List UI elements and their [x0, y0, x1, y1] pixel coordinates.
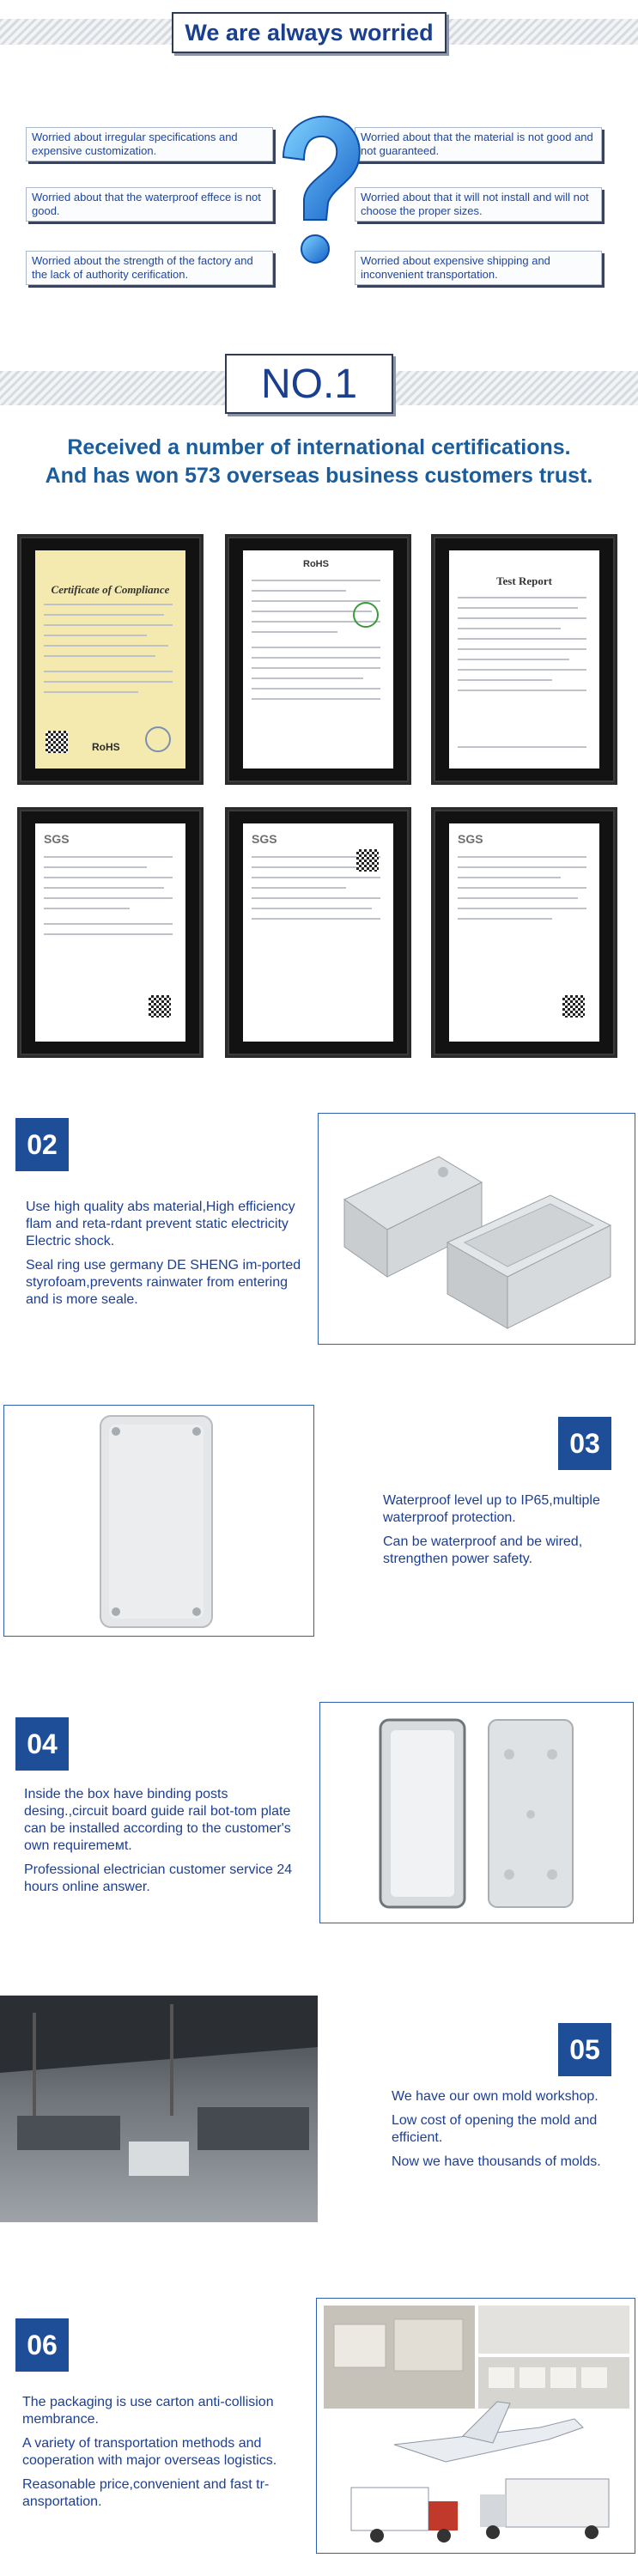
worry-text-3: Worried about the strength of the factory and the lack of authority cerification.	[32, 254, 253, 281]
compliance-title: Certificate of Compliance	[51, 583, 170, 596]
enclosure-photo-closed	[3, 1405, 314, 1637]
feature-text-04	[24, 1786, 299, 1903]
feature-text-02	[26, 1199, 309, 1315]
worry-text-4: Worried about that the material is not good and not guaranteed.	[361, 131, 593, 157]
feature-number-02: 02	[27, 1128, 58, 1160]
rohs-report	[243, 550, 393, 769]
test-report-title: Test Report	[496, 574, 552, 587]
feature-badge-02	[15, 1118, 69, 1171]
sgs-logo: SGS	[252, 832, 277, 846]
feature-badge-05	[558, 2023, 611, 2076]
qr-code-icon	[149, 995, 171, 1018]
qr-code-icon	[356, 849, 379, 872]
feature-paragraph: Now we have thousands of molds.	[392, 2154, 601, 2169]
feature-paragraph: Can be waterproof and be wired, strengthen power safety.	[383, 1534, 583, 1566]
rohs-label: RoHS	[92, 741, 120, 753]
sgs-report-2	[243, 823, 393, 1042]
feature-paragraph: A variety of transportation methods and cooperation with major overseas logistics.	[22, 2436, 277, 2468]
feature-paragraph: Professional electrician customer service 24 hours online answer.	[24, 1862, 293, 1894]
worry-box-6	[355, 251, 602, 285]
seal-icon	[353, 602, 379, 628]
worried-title-box	[172, 12, 447, 53]
feature-number-06: 06	[27, 2329, 58, 2360]
worry-text-2: Worried about that the waterproof effece is not good.	[32, 191, 261, 217]
feature-paragraph: Reasonable price,convenient and fast tr-ansportation.	[22, 2477, 270, 2509]
feature-text-05	[392, 2088, 634, 2178]
packaging-logistics-collage	[316, 2298, 635, 2554]
feature-paragraph: Seal ring use germany DE SHENG im-ported styrofoam,prevents rainwater from entering and is more seale.	[26, 1258, 301, 1307]
rohs-report-heading: RoHS	[303, 559, 329, 569]
certification-line-2: And has won 573 overseas business customers trust.	[45, 464, 593, 488]
qr-code-icon	[46, 731, 68, 753]
feature-paragraph: Use high quality abs material,High efficiency flam and reta-rdant prevent static electricity Electric shock.	[26, 1200, 295, 1249]
feature-paragraph: The packaging is use carton anti-collision membrance.	[22, 2395, 274, 2427]
certificate-of-compliance	[35, 550, 185, 769]
feature-number-04: 04	[27, 1728, 58, 1759]
feature-paragraph: Low cost of opening the mold and efficient.	[392, 2113, 598, 2145]
no1-title: NO.1	[260, 361, 358, 407]
certificate-frame-5	[225, 807, 411, 1058]
certification-line-1: Received a number of international certifications.	[67, 435, 571, 459]
certificate-frame-1	[17, 534, 204, 785]
feature-number-03: 03	[569, 1427, 600, 1459]
worry-box-2	[26, 187, 273, 222]
seal-icon	[145, 726, 171, 752]
feature-text-03	[383, 1492, 634, 1575]
worry-text-6: Worried about expensive shipping and inconvenient transportation.	[361, 254, 550, 281]
certificate-frame-3	[431, 534, 617, 785]
sgs-logo: SGS	[458, 832, 483, 846]
certificate-frame-6	[431, 807, 617, 1058]
feature-text-06	[22, 2394, 325, 2518]
sgs-report-1	[35, 823, 185, 1042]
feature-badge-04	[15, 1717, 69, 1771]
no1-title-box	[225, 354, 393, 414]
factory-workshop-photo	[0, 1996, 318, 2222]
sgs-report-3	[449, 823, 599, 1042]
qr-code-icon	[562, 995, 585, 1018]
worry-box-1	[26, 127, 273, 161]
worry-box-3	[26, 251, 273, 285]
question-mark-icon	[258, 110, 378, 290]
feature-paragraph: Inside the box have binding posts desing.,circuit board guide rail bot-tom plate can be installed according to the customer's own requiremeмt.	[24, 1787, 291, 1853]
worry-text-1: Worried about irregular specifications and expensive customization.	[32, 131, 238, 157]
test-report-1	[449, 550, 599, 769]
feature-number-05: 05	[569, 2033, 600, 2065]
enclosure-photo-interior	[319, 1702, 634, 1923]
worry-text-5: Worried about that it will not install and will not choose the proper sizes.	[361, 191, 589, 217]
feature-badge-03	[558, 1417, 611, 1470]
certificate-frame-4	[17, 807, 204, 1058]
sgs-logo: SGS	[44, 832, 70, 846]
feature-badge-06	[15, 2318, 69, 2372]
enclosure-photo-open	[318, 1113, 635, 1345]
feature-paragraph: We have our own mold workshop.	[392, 2089, 599, 2104]
worry-box-4	[355, 127, 602, 161]
certificate-frame-2	[225, 534, 411, 785]
feature-paragraph: Waterproof level up to IP65,multiple waterproof protection.	[383, 1493, 600, 1525]
worry-box-5	[355, 187, 602, 222]
worried-title: We are always worried	[185, 19, 434, 46]
